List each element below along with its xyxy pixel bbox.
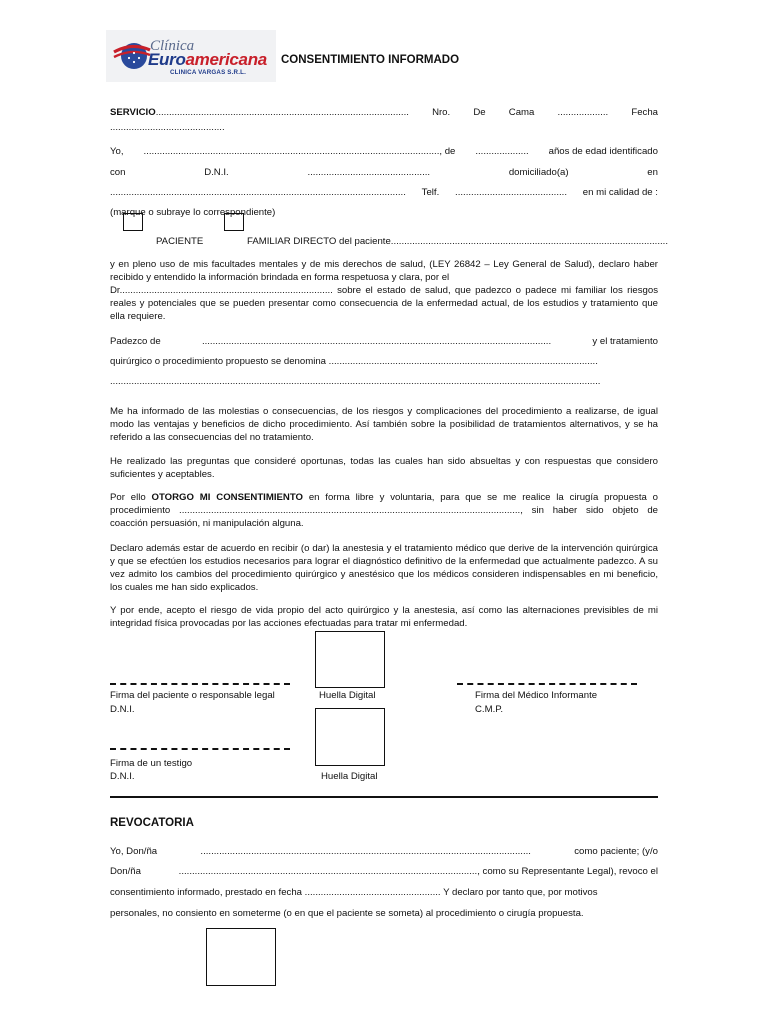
- questions-paragraph: He realizado las preguntas que consideré oportunas, todas las cuales han sido absueltas y con respuestas que considero suficientes y aceptables.: [110, 456, 658, 480]
- family-checkbox[interactable]: [224, 213, 244, 231]
- fecha-blank: ...........................................: [110, 122, 225, 133]
- section-divider: [110, 796, 658, 798]
- revocatoria-line2: [110, 865, 658, 878]
- service-field: [110, 106, 409, 119]
- globe-logo-icon: [112, 38, 152, 72]
- cama-blank: ...................: [557, 107, 609, 118]
- logo-brand-text: [148, 50, 267, 70]
- revocatoria-patient-label: como paciente; (y/o: [574, 846, 658, 857]
- procedure-label: quirúrgico o procedimiento propuesto se denomina: [110, 356, 326, 367]
- yo-label: Yo,: [110, 146, 124, 157]
- patient-signature-line[interactable]: [110, 683, 290, 685]
- declaration-part2: Dr................................................................................ sobre el estado de salud, que padezco o padece mi familiar los riesgos reales y potenciales que se pueden presentar como consecuencia de la enfermedad actual, de los estudios y tratamiento que ella requiere.: [110, 285, 658, 322]
- mark-instruction: (marque o subraye lo correspondiente): [110, 207, 276, 218]
- patient-signature-label: Firma del paciente o responsable legal: [110, 690, 275, 701]
- doctor-signature-label: Firma del Médico Informante: [475, 690, 598, 701]
- dni-row: [110, 166, 658, 179]
- service-label: SERVICIO: [110, 107, 156, 118]
- patient-dni-label: D.N.I.: [110, 704, 135, 715]
- revocatoria-representative: ................................................................................................................, como su Representante Legal), revoco el: [178, 866, 658, 877]
- padezco-blank: ...................................................................................................................................: [201, 336, 552, 347]
- consent-bold: OTORGO MI CONSENTIMIENTO: [151, 492, 303, 503]
- revocatoria-line4: personales, no consiento en someterme (o en que el paciente se someta) al procedimiento o cirugía propuesta.: [110, 908, 584, 919]
- revocatoria-line1: [110, 845, 658, 858]
- age-label: años de edad identificado: [548, 146, 658, 157]
- logo-subtitle: CLINICA VARGAS S.R.L.: [170, 69, 247, 76]
- de-label: De: [473, 107, 486, 118]
- consent-pre: Por ello: [110, 492, 146, 503]
- nro-label: Nro.: [432, 107, 451, 118]
- patient-checkbox[interactable]: [123, 213, 143, 231]
- fingerprint-label-patient: Huella Digital: [319, 690, 376, 701]
- telf-label: Telf.: [421, 187, 440, 198]
- logo-clinica-text: Clínica: [150, 38, 195, 54]
- revocatoria-title: REVOCATORIA: [110, 817, 194, 829]
- declaration-part1: y en pleno uso de mis facultades mentales y de mis derechos de salud, (LEY 26842 – Ley General de Salud), declaro haber recibido y entendido la información brindada en forma respetuosa y clara, por el: [110, 259, 658, 283]
- anesthesia-paragraph: Declaro además estar de acuerdo en recibir (o dar) la anestesia y el tratamiento médico que derive de la intervención quirúrgica y que se efectúen los estudios necesarios para lograr el diagnóstico definitivo de la enfermedad que actualmente padezco. A su vez admito los cambios del procedimiento quirúrgico y anestésico que los médicos consideren indispensables en mi beneficio, los cuales me han sido explicados.: [110, 543, 658, 593]
- doctor-signature-line[interactable]: [457, 683, 637, 685]
- consent-post: en forma libre y voluntaria, para que se me realice la cirugía propuesta o procedimiento ................................................................................................................................, sin haber sido objeto de coacción persuasión, ni manipulación alguna.: [110, 492, 659, 529]
- con-label: con: [110, 167, 126, 178]
- name-blank: ..............................................................................................................., de: [143, 146, 456, 157]
- age-blank: ....................: [475, 146, 529, 157]
- cama-label: Cama: [508, 107, 535, 118]
- address-row: [110, 186, 658, 199]
- fingerprint-label-witness: Huella Digital: [321, 771, 378, 782]
- revocatoria-line3: consentimiento informado, prestado en fecha ................................................... Y declaro por tanto que, por motivos: [110, 887, 598, 898]
- domicile-label: domiciliado(a): [508, 167, 569, 178]
- fecha-label: Fecha: [631, 107, 658, 118]
- doctor-cmp-label: C.M.P.: [475, 704, 504, 715]
- padezco-row: [110, 335, 658, 348]
- dotted-line: ........................................................................................................................................................................................: [110, 376, 601, 387]
- address-blank: ...............................................................................................................: [110, 187, 406, 198]
- revocatoria-don-label: Yo, Don/ña: [110, 846, 158, 857]
- revocatoria-don2-label: Don/ña: [110, 866, 141, 877]
- padezco-label: Padezco de: [110, 336, 161, 347]
- witness-dni-label: D.N.I.: [110, 771, 135, 782]
- en-label: en: [647, 167, 658, 178]
- family-blank: ........................................................................................................: [390, 236, 669, 247]
- revocatoria-name-blank: ............................................................................................................................: [200, 846, 531, 857]
- logo-brand-americana: americana: [185, 50, 267, 69]
- service-row: [110, 106, 658, 119]
- witness-signature-label: Firma de un testigo: [110, 758, 193, 769]
- treatment-label: y el tratamiento: [592, 336, 658, 347]
- family-option: [247, 235, 668, 248]
- fingerprint-box-witness[interactable]: [315, 708, 385, 766]
- procedure-row: [110, 355, 658, 368]
- witness-signature-line[interactable]: [110, 748, 290, 750]
- risks-paragraph: Me ha informado de las molestias o consecuencias, de los riesgos y complicaciones del procedimiento a realizarse, de igual modo las ventajas y beneficios de dicho procedimiento. Así también sobre la posibilidad de tratamientos alternativos, y se ha referido a las consecuencias del no tratamiento.: [110, 406, 658, 443]
- fingerprint-box-patient[interactable]: [315, 631, 385, 688]
- declaration-paragraph: [110, 258, 658, 323]
- service-blank: ...............................................................................................: [155, 107, 409, 118]
- dni-label: D.N.I.: [204, 167, 229, 178]
- family-option-label: FAMILIAR DIRECTO del paciente: [247, 236, 391, 247]
- identity-row: [110, 145, 658, 158]
- risk-acceptance-paragraph: Y por ende, acepto el riesgo de vida propio del acto quirúrgico y la anestesia, así como las alternaciones previsibles de mi integridad física provocadas por las acciones efectuadas para tratar mi enfermedad.: [110, 605, 658, 629]
- dni-blank: ..............................................: [307, 167, 431, 178]
- document-title: CONSENTIMIENTO INFORMADO: [281, 54, 460, 66]
- telf-blank: ..........................................: [455, 187, 567, 198]
- fingerprint-box-revocation[interactable]: [206, 928, 276, 986]
- procedure-blank: .....................................................................................................: [328, 356, 598, 367]
- consent-paragraph: [110, 491, 658, 530]
- logo-brand-euro: Euro: [148, 50, 186, 69]
- capacity-label: en mi calidad de :: [582, 187, 658, 198]
- patient-option-label: PACIENTE: [156, 236, 204, 247]
